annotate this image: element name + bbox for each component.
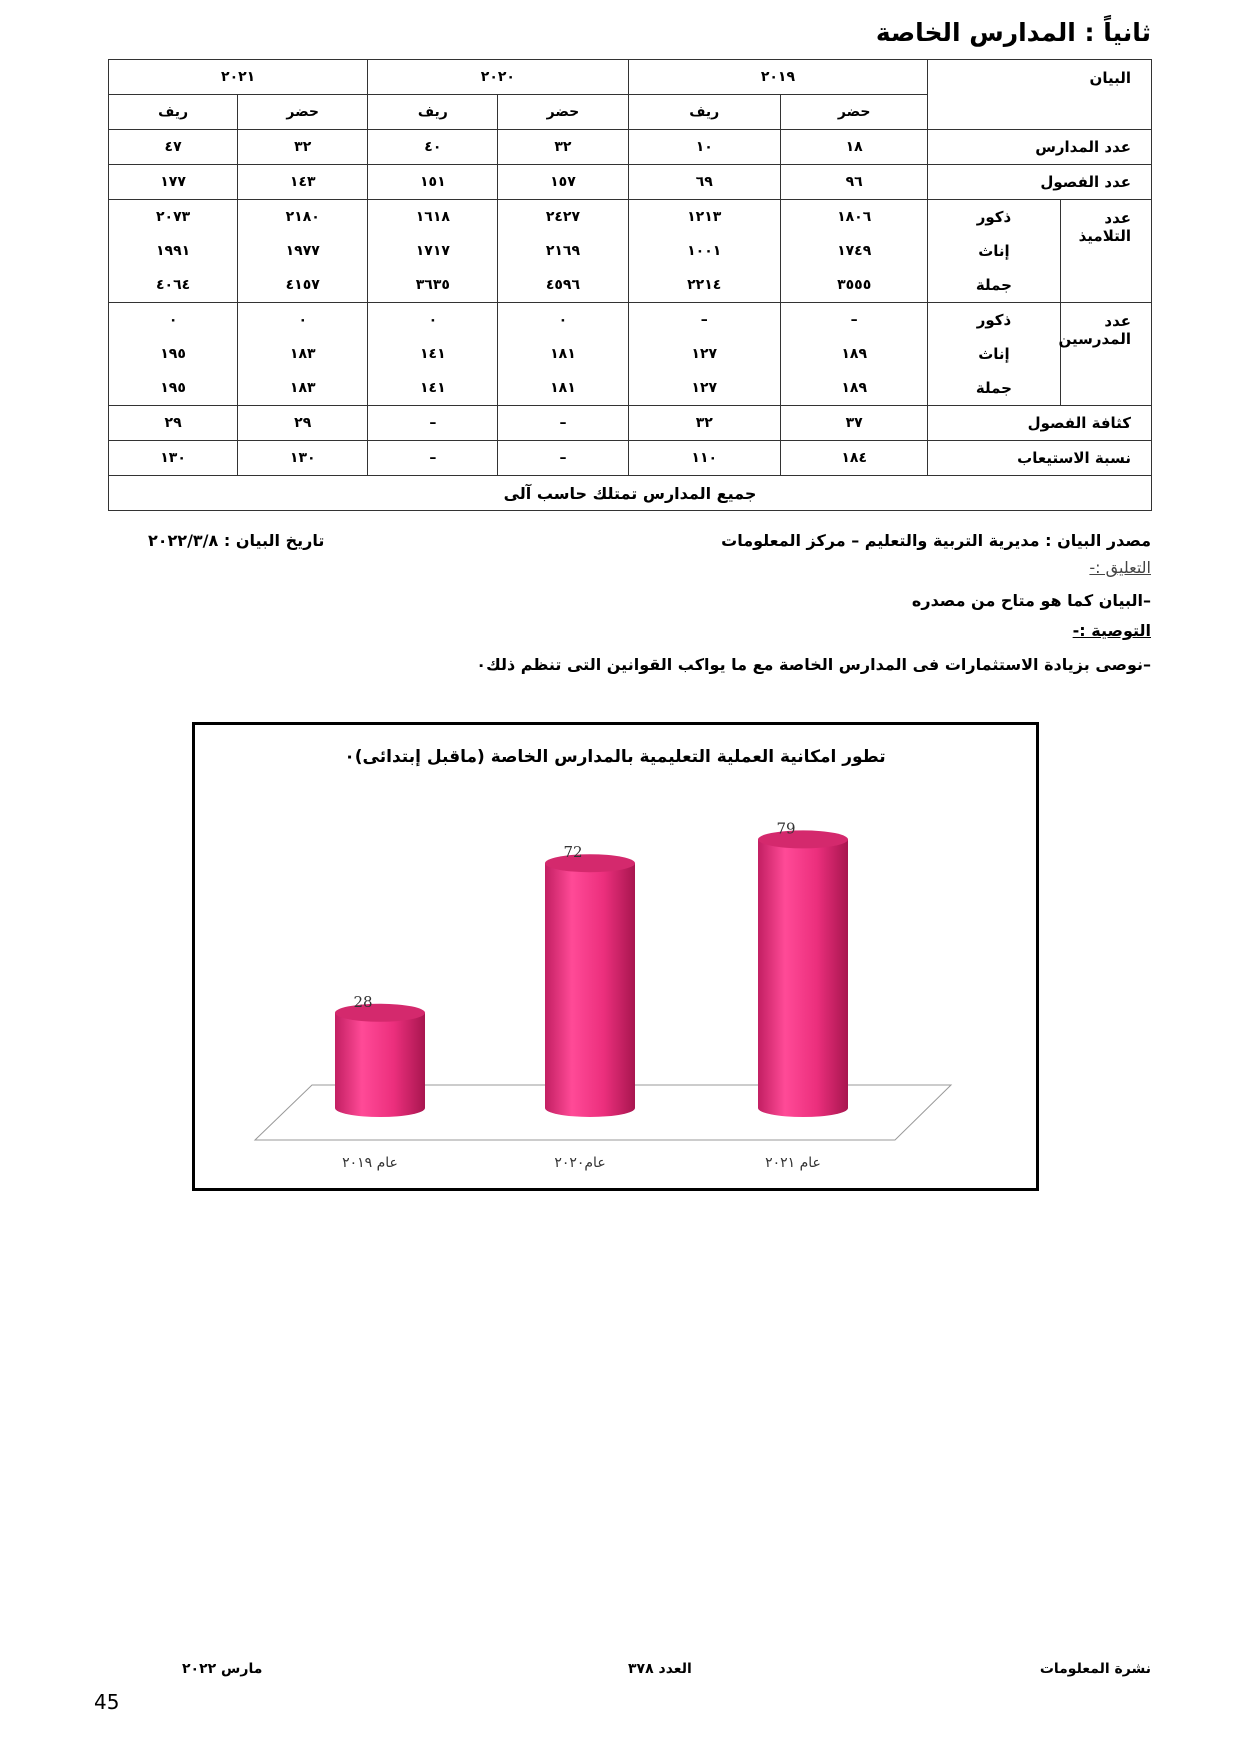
header-row-years: [109, 60, 1152, 95]
cell: ٣٧: [780, 406, 927, 441]
year-header: ٢٠٢١: [109, 60, 368, 95]
cell: ١٨٩: [780, 371, 927, 406]
bar-body: [545, 863, 635, 1117]
cell: ٣٥٥٥: [780, 268, 927, 303]
footer-issue: العدد ٣٧٨: [628, 1661, 692, 1677]
bar-value-label: 79: [776, 819, 796, 838]
cell: ٣٢: [628, 406, 780, 441]
cell: ١٨: [780, 130, 927, 165]
sub-label: ذكور: [928, 200, 1060, 235]
cell: ٢١٦٩: [498, 234, 628, 268]
cell: ١٠٠١: [628, 234, 780, 268]
cell: ١٨٣: [238, 371, 368, 406]
urban-header: حضر: [238, 95, 368, 130]
table-row: [109, 337, 1152, 371]
table-footnote: جميع المدارس تمتلك حاسب آلى: [109, 476, 1152, 511]
cell: ١٧٤٩: [780, 234, 927, 268]
urban-header: حضر: [498, 95, 628, 130]
cell: ٠: [238, 303, 368, 338]
cell: ١٩٥: [109, 337, 238, 371]
table-row: [109, 234, 1152, 268]
rural-header: ريف: [109, 95, 238, 130]
table-row: [109, 303, 1152, 338]
x-tick-label: عام ٢٠٢١: [765, 1155, 821, 1171]
row-label: عدد المدرسين: [1060, 303, 1151, 406]
cell: ١٤١: [368, 371, 498, 406]
bar-top: [758, 830, 848, 848]
cell: ١١٠: [628, 441, 780, 476]
rural-header: ريف: [368, 95, 498, 130]
bar-top: [545, 854, 635, 872]
cell: ٣٦٣٥: [368, 268, 498, 303]
data-source: مصدر البيان : مديرية التربية والتعليم – مركز المعلومات: [721, 531, 1151, 550]
sub-label: ذكور: [928, 303, 1060, 338]
page-title: ثانياً : المدارس الخاصة: [875, 18, 1151, 47]
bar-body: [335, 1013, 425, 1117]
cell: ٣٢: [498, 130, 628, 165]
cell: ٢٠٧٣: [109, 200, 238, 235]
row-label: نسبة الاستيعاب: [928, 441, 1152, 476]
cell: ٢٤٢٧: [498, 200, 628, 235]
table-row: [109, 165, 1152, 200]
sub-label: إناث: [928, 337, 1060, 371]
table-row: [109, 130, 1152, 165]
table-footnote-row: [109, 476, 1152, 511]
footer-publication: نشرة المعلومات: [1039, 1661, 1151, 1677]
private-schools-table: [108, 59, 1152, 511]
cell: ٤٠٦٤: [109, 268, 238, 303]
x-axis-labels: [342, 1155, 821, 1171]
chart-title: تطور امكانية العملية التعليمية بالمدارس الخاصة (ماقبل إبتدائى)٠: [344, 747, 886, 767]
cell: ١٥٧: [498, 165, 628, 200]
bars-group: [335, 819, 848, 1117]
cell: –: [780, 303, 927, 338]
cell: –: [498, 406, 628, 441]
rural-header: ريف: [628, 95, 780, 130]
x-tick-label: عام٢٠٢٠: [554, 1155, 606, 1171]
cell: –: [628, 303, 780, 338]
bar-top: [335, 1004, 425, 1022]
recommendation-heading: التوصية :-: [1072, 621, 1151, 640]
year-header: ٢٠١٩: [628, 60, 928, 95]
bar-value-label: 28: [353, 992, 373, 1011]
row-label: عدد الفصول: [928, 165, 1152, 200]
bar-3: [758, 830, 848, 1117]
cell: –: [368, 441, 498, 476]
table-row: [109, 200, 1152, 235]
cell: ٢٩: [238, 406, 368, 441]
bar-1: [335, 1004, 425, 1117]
cell: ١٤١: [368, 337, 498, 371]
row-label: كثافة الفصول: [928, 406, 1152, 441]
cell: ١٣٠: [109, 441, 238, 476]
footer-date: مارس ٢٠٢٢: [182, 1661, 263, 1677]
urban-header: حضر: [780, 95, 927, 130]
sub-label: إناث: [928, 234, 1060, 268]
cell: ١٧١٧: [368, 234, 498, 268]
table-row: [109, 268, 1152, 303]
cell: ٤٧: [109, 130, 238, 165]
table-row: [109, 371, 1152, 406]
cell: ١٨٣: [238, 337, 368, 371]
bar-value-label: 72: [563, 843, 583, 862]
cell: ١٨١: [498, 337, 628, 371]
cell: ١٨٩: [780, 337, 927, 371]
page-number: 45: [94, 1690, 120, 1714]
header-label: البيان: [928, 60, 1152, 130]
cell: ٤٥٩٦: [498, 268, 628, 303]
cell: ١٢١٣: [628, 200, 780, 235]
cell: ١٥١: [368, 165, 498, 200]
x-tick-label: عام ٢٠١٩: [342, 1155, 398, 1171]
cell: ٩٦: [780, 165, 927, 200]
cell: ١٨٠٦: [780, 200, 927, 235]
cell: ٢٢١٤: [628, 268, 780, 303]
recommendation-text: –نوصى بزيادة الاستثمارات فى المدارس الخاصة مع ما يواكب القوانين التى تنظم ذلك٠: [476, 655, 1151, 674]
cell: ٠: [109, 303, 238, 338]
comment-text: –البيان كما هو متاح من مصدره: [911, 591, 1151, 610]
cell: –: [368, 406, 498, 441]
chart-container: [192, 722, 1039, 1191]
bar-2: [545, 854, 635, 1117]
cell: ٢١٨٠: [238, 200, 368, 235]
table-row: [109, 406, 1152, 441]
cell: ٣٢: [238, 130, 368, 165]
cell: –: [498, 441, 628, 476]
sub-label: جملة: [928, 371, 1060, 406]
year-header: ٢٠٢٠: [368, 60, 628, 95]
cell: ١٠: [628, 130, 780, 165]
cell: ١٢٧: [628, 371, 780, 406]
cell: ١٩٥: [109, 371, 238, 406]
cell: ١٣٠: [238, 441, 368, 476]
cell: ١٩٧٧: [238, 234, 368, 268]
row-label: عدد المدارس: [928, 130, 1152, 165]
cell: ١٨١: [498, 371, 628, 406]
comment-heading: التعليق :-: [1089, 558, 1151, 577]
bar-chart: [195, 725, 1036, 1188]
cell: ٠: [498, 303, 628, 338]
sub-label: جملة: [928, 268, 1060, 303]
cell: ١٩٩١: [109, 234, 238, 268]
cell: ١٨٤: [780, 441, 927, 476]
cell: ٤١٥٧: [238, 268, 368, 303]
cell: ٢٩: [109, 406, 238, 441]
data-date: تاريخ البيان : ٢٠٢٢/٣/٨: [148, 531, 325, 550]
cell: ١٦١٨: [368, 200, 498, 235]
cell: ٦٩: [628, 165, 780, 200]
cell: ٤٠: [368, 130, 498, 165]
cell: ١٤٣: [238, 165, 368, 200]
cell: ١٢٧: [628, 337, 780, 371]
cell: ٠: [368, 303, 498, 338]
table-row: [109, 441, 1152, 476]
bar-body: [758, 839, 848, 1117]
cell: ١٧٧: [109, 165, 238, 200]
row-label: عدد التلاميذ: [1060, 200, 1151, 303]
